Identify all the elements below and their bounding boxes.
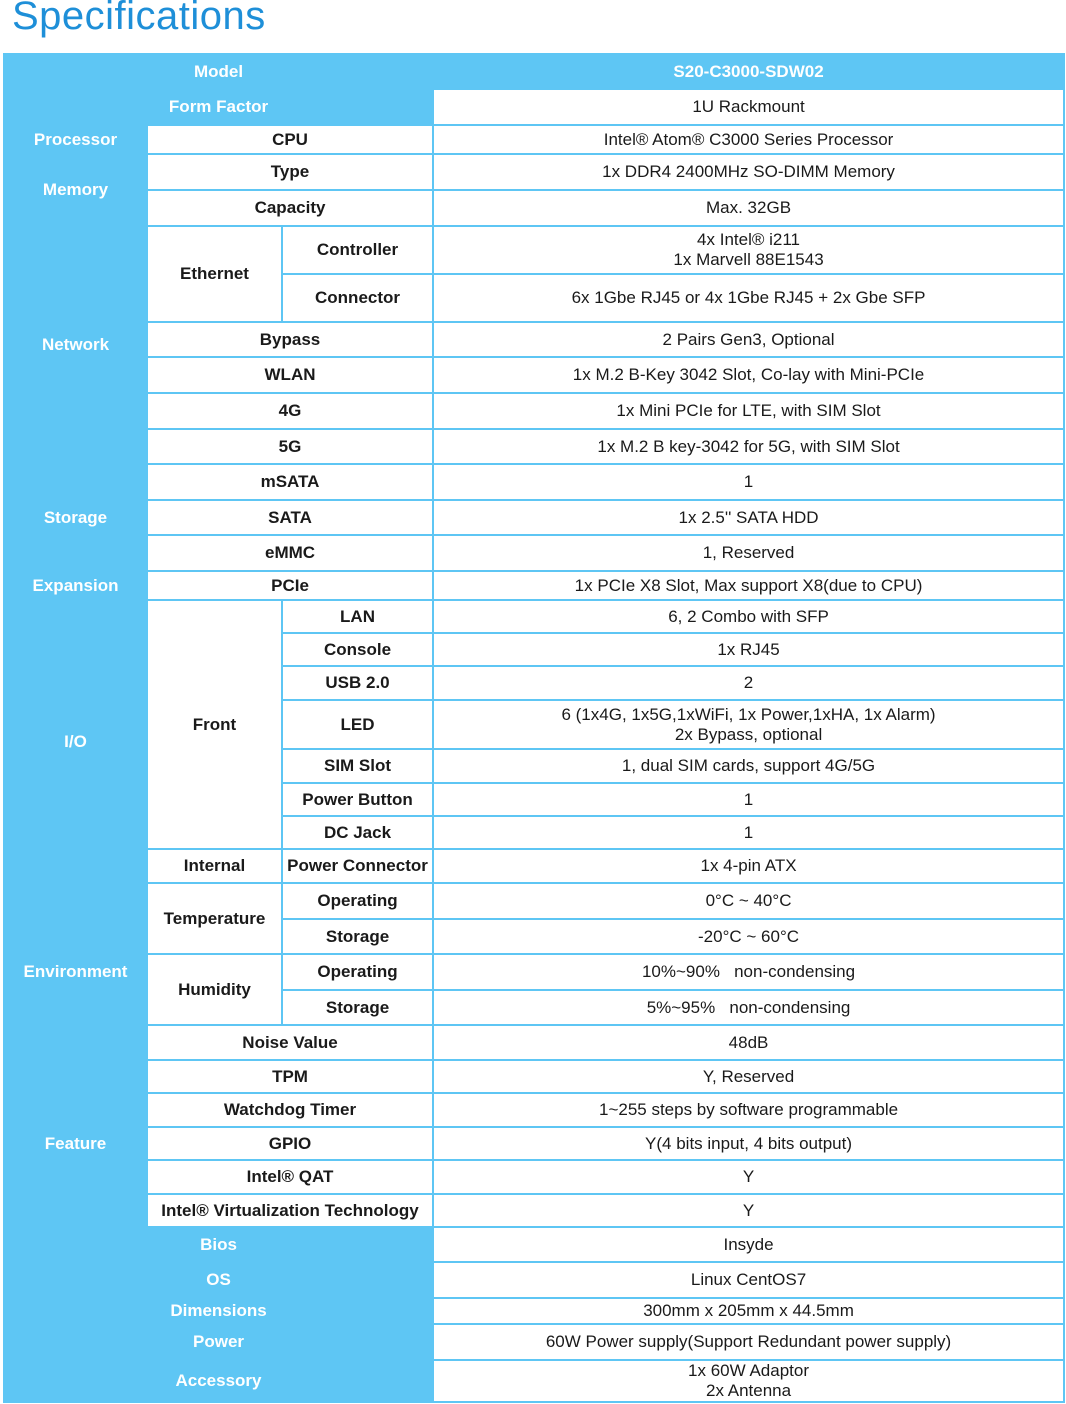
watchdog-value: 1~255 steps by software programmable — [433, 1093, 1064, 1127]
hum-operating-label: Operating — [282, 954, 433, 990]
table-row — [4, 1262, 1064, 1298]
watchdog-label: Watchdog Timer — [147, 1093, 433, 1127]
power-connector-label: Power Connector — [282, 849, 433, 883]
category-environment: Environment — [4, 883, 147, 1060]
console-value: 1x RJ45 — [433, 633, 1064, 666]
memory-type-value: 1x DDR4 2400MHz SO-DIMM Memory — [433, 154, 1064, 190]
form-factor-value: 1U Rackmount — [433, 89, 1064, 125]
bypass-value: 2 Pairs Gen3, Optional — [433, 322, 1064, 357]
dimensions-label: Dimensions — [4, 1298, 433, 1324]
qat-value: Y — [433, 1160, 1064, 1194]
msata-label: mSATA — [147, 464, 433, 500]
power-button-label: Power Button — [282, 783, 433, 816]
table-row — [4, 1025, 1064, 1060]
category-io: I/O — [4, 600, 147, 883]
led-label: LED — [282, 700, 433, 749]
category-network: Network — [4, 226, 147, 464]
usb-label: USB 2.0 — [282, 666, 433, 700]
table-row — [4, 226, 1064, 274]
4g-value: 1x Mini PCIe for LTE, with SIM Slot — [433, 393, 1064, 429]
table-row — [4, 429, 1064, 464]
dc-jack-value: 1 — [433, 816, 1064, 849]
hum-storage-value: 5%~95% non-condensing — [433, 990, 1064, 1025]
accessory-value — [433, 1360, 1064, 1402]
memory-capacity-value: Max. 32GB — [433, 190, 1064, 226]
power-button-value: 1 — [433, 783, 1064, 816]
wlan-label: WLAN — [147, 357, 433, 393]
table-row — [4, 393, 1064, 429]
sim-slot-label: SIM Slot — [282, 749, 433, 783]
table-row — [4, 500, 1064, 535]
os-value: Linux CentOS7 — [433, 1262, 1064, 1298]
5g-value: 1x M.2 B key-3042 for 5G, with SIM Slot — [433, 429, 1064, 464]
vt-label: Intel® Virtualization Technology — [147, 1194, 433, 1227]
led-value-line: 2x Bypass, optional — [674, 724, 823, 744]
controller-label: Controller — [282, 226, 433, 274]
led-value — [433, 700, 1064, 749]
noise-value: 48dB — [433, 1025, 1064, 1060]
temp-storage-label: Storage — [282, 919, 433, 954]
table-row — [4, 357, 1064, 393]
table-row — [4, 571, 1064, 600]
table-row — [4, 190, 1064, 226]
power-connector-value: 1x 4-pin ATX — [433, 849, 1064, 883]
table-row — [4, 1093, 1064, 1127]
table-row — [4, 322, 1064, 357]
lan-label: LAN — [282, 600, 433, 633]
power-label: Power — [4, 1324, 433, 1360]
controller-value-line: 4x Intel® i211 — [697, 230, 800, 249]
connector-value: 6x 1Gbe RJ45 or 4x 1Gbe RJ45 + 2x Gbe SFP — [433, 274, 1064, 322]
table-row — [4, 600, 1064, 633]
table-row — [4, 1360, 1064, 1402]
table-row — [4, 154, 1064, 190]
lan-value: 6, 2 Combo with SFP — [433, 600, 1064, 633]
controller-value-line: 1x Marvell 88E1543 — [673, 250, 824, 269]
model-label: Model — [4, 54, 433, 89]
cpu-value: Intel® Atom® C3000 Series Processor — [433, 125, 1064, 154]
table-row — [4, 1127, 1064, 1160]
humidity-label: Humidity — [147, 954, 282, 1025]
accessory-value-line: 1x 60W Adaptor — [688, 1361, 810, 1380]
table-row — [4, 1227, 1064, 1262]
gpio-value: Y(4 bits input, 4 bits output) — [433, 1127, 1064, 1160]
table-header-row — [4, 54, 1064, 89]
emmc-label: eMMC — [147, 535, 433, 571]
msata-value: 1 — [433, 464, 1064, 500]
table-row — [4, 954, 1064, 990]
category-memory: Memory — [4, 154, 147, 226]
category-expansion: Expansion — [4, 571, 147, 600]
memory-type-label: Type — [147, 154, 433, 190]
accessory-label: Accessory — [4, 1360, 433, 1402]
table-row — [4, 1160, 1064, 1194]
console-label: Console — [282, 633, 433, 666]
table-row — [4, 1298, 1064, 1324]
table-row — [4, 464, 1064, 500]
sim-slot-value: 1, dual SIM cards, support 4G/5G — [433, 749, 1064, 783]
sata-value: 1x 2.5'' SATA HDD — [433, 500, 1064, 535]
table-row — [4, 125, 1064, 154]
table-row — [4, 1060, 1064, 1093]
gpio-label: GPIO — [147, 1127, 433, 1160]
table-row — [4, 849, 1064, 883]
connector-label: Connector — [282, 274, 433, 322]
bypass-label: Bypass — [147, 322, 433, 357]
4g-label: 4G — [147, 393, 433, 429]
temp-operating-value: 0°C ~ 40°C — [433, 883, 1064, 919]
pcie-label: PCIe — [147, 571, 433, 600]
temp-storage-value: -20°C ~ 60°C — [433, 919, 1064, 954]
dimensions-value: 300mm x 205mm x 44.5mm — [433, 1298, 1064, 1324]
qat-label: Intel® QAT — [147, 1160, 433, 1194]
temp-operating-label: Operating — [282, 883, 433, 919]
tpm-value: Y, Reserved — [433, 1060, 1064, 1093]
page-title: Specifications — [12, 0, 266, 38]
sata-label: SATA — [147, 500, 433, 535]
noise-label: Noise Value — [147, 1025, 433, 1060]
form-factor-label: Form Factor — [4, 89, 433, 125]
table-row — [4, 1324, 1064, 1360]
emmc-value: 1, Reserved — [433, 535, 1064, 571]
table-row — [4, 883, 1064, 919]
dc-jack-label: DC Jack — [282, 816, 433, 849]
hum-operating-value: 10%~90% non-condensing — [433, 954, 1064, 990]
internal-label: Internal — [147, 849, 282, 883]
led-value-line: 6 (1x4G, 1x5G,1xWiFi, 1x Power,1xHA, 1x Alarm) — [561, 704, 936, 724]
category-feature: Feature — [4, 1060, 147, 1227]
wlan-value: 1x M.2 B-Key 3042 Slot, Co-lay with Mini-PCIe — [433, 357, 1064, 393]
hum-storage-label: Storage — [282, 990, 433, 1025]
bios-value: Insyde — [433, 1227, 1064, 1262]
tpm-label: TPM — [147, 1060, 433, 1093]
category-storage: Storage — [4, 464, 147, 571]
table-row — [4, 89, 1064, 125]
specifications-table — [3, 53, 1065, 1403]
bios-label: Bios — [4, 1227, 433, 1262]
ethernet-label: Ethernet — [147, 226, 282, 322]
front-label: Front — [147, 600, 282, 849]
table-row — [4, 1194, 1064, 1227]
category-processor: Processor — [4, 125, 147, 154]
temperature-label: Temperature — [147, 883, 282, 954]
5g-label: 5G — [147, 429, 433, 464]
usb-value: 2 — [433, 666, 1064, 700]
power-value: 60W Power supply(Support Redundant power supply) — [433, 1324, 1064, 1360]
os-label: OS — [4, 1262, 433, 1298]
cpu-label: CPU — [147, 125, 433, 154]
model-value: S20-C3000-SDW02 — [433, 54, 1064, 89]
table-row — [4, 535, 1064, 571]
pcie-value: 1x PCIe X8 Slot, Max support X8(due to CPU) — [433, 571, 1064, 600]
vt-value: Y — [433, 1194, 1064, 1227]
controller-value — [433, 226, 1064, 274]
accessory-value-line: 2x Antenna — [705, 1381, 792, 1400]
memory-capacity-label: Capacity — [147, 190, 433, 226]
